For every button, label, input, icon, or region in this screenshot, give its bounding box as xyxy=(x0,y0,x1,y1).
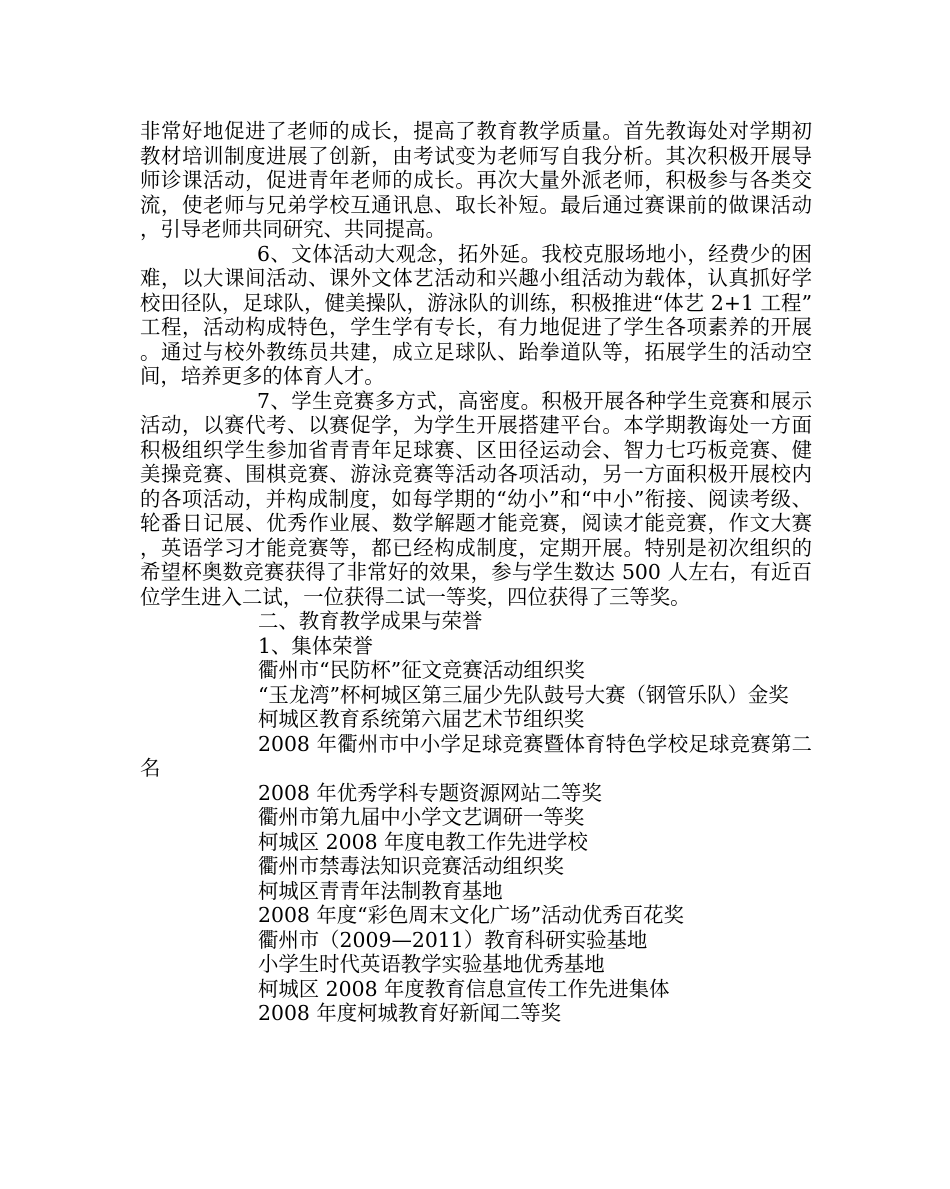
honor-item: 柯城区教育系统第六届艺术节组织奖 xyxy=(258,707,585,731)
honor-item: 柯城区青青年法制教育基地 xyxy=(258,878,503,903)
honor-item: 2008 年度柯城教育好新闻二等奖 xyxy=(258,1001,562,1025)
section-title: 二、教育教学成果与荣誉 xyxy=(258,609,483,633)
honor-item: 衢州市第九届中小学文艺调研一等奖 xyxy=(258,805,585,829)
honor-item: 柯城区 2008 年度电教工作先进学校 xyxy=(258,829,588,854)
honor-item: 衢州市“民防杯”征文竞赛活动组织奖 xyxy=(258,658,585,682)
paragraph-sports-activities: 6、文体活动大观念，拓外延。我校克服场地小，经费少的困难，以大课间活动、课外文体艺活动和兴趣小组活动为载体，认真抓好学校田径队，足球队，健美操队，游泳队的训练，积极推进“体艺 2+1 工程”工程，活动构成特色，学生学有专长，有力地促进了学生各项素养的开展。通过与校外教练员共建，成立足球队、跆拳道队等，拓展学生的活动空间，培养更多的体育人才。 xyxy=(140,241,812,388)
paragraph-teacher-growth: 非常好地促进了老师的成长，提高了教育教学质量。首先教诲处对学期初教材培训制度进展了创新，由考试变为老师写自我分析。其次积极开展导师诊课活动，促进青年老师的成长。再次大量外派老师，积极参与各类交流，使老师与兄弟学校互通讯息、取长补短。最后通过赛课前的做课活动，引导老师共同研究、共同提高。 xyxy=(140,119,812,241)
subsection-title: 1、集体荣誉 xyxy=(258,633,373,658)
honor-item: 柯城区 2008 年度教育信息宣传工作先进集体 xyxy=(258,976,670,1001)
honor-item: 衢州市（2009—2011）教育科研实验基地 xyxy=(258,927,648,952)
paragraph-student-competitions: 7、学生竞赛多方式，高密度。积极开展各种学生竞赛和展示活动，以赛代考、以赛促学，为学生开展搭建平台。本学期教诲处一方面积极组织学生参加省青青年足球赛、区田径运动会、智力七巧板竞赛、健美操竞赛、围棋竞赛、游泳竞赛等活动各项活动，另一方面积极开展校内的各项活动，并构成制度，如每学期的“幼小”和“中小”衔接、阅读考级、轮番日记展、优秀作业展、数学解题才能竞赛，阅读才能竞赛，作文大赛，英语学习才能竞赛等，都已经构成制度，定期开展。特别是初次组织的希望杯奥数竞赛获得了非常好的效果，参与学生数达 500 人左右，有近百位学生进入二试，一位获得二试一等奖，四位获得了三等奖。 xyxy=(140,388,812,609)
honor-item: 衢州市禁毒法知识竞赛活动组织奖 xyxy=(258,854,564,878)
honor-item: 2008 年度“彩色周末文化广场”活动优秀百花奖 xyxy=(258,903,684,927)
honor-item: 小学生时代英语教学实验基地优秀基地 xyxy=(258,952,605,976)
honor-item: 2008 年优秀学科专题资源网站二等奖 xyxy=(258,780,602,805)
honor-item: “玉龙湾”杯柯城区第三届少先队鼓号大赛（钢管乐队）金奖 xyxy=(258,682,789,707)
document-body xyxy=(140,119,812,1026)
honor-item: 2008 年衢州市中小学足球竞赛暨体育特色学校足球竞赛第二名 xyxy=(140,731,812,780)
